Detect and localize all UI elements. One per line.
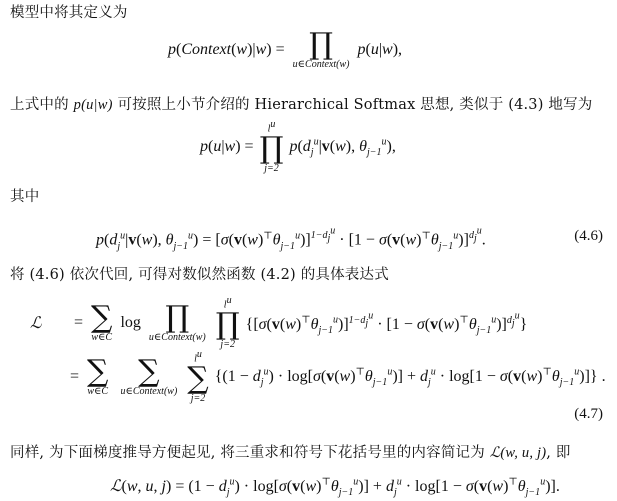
equation-4-7-line-2: = ∑ w∈C ∑ u∈Context(w) $l^u$ ∑ j=2 $\{(1 - d_j^u) \cdot \log[\sigma(v(w)^⊤\theta_{j-1}^u)] + d_j^u \cdot \log[1 - \sigma(v(w)^⊤\theta_{j-1}^u)]\}$ .: [70, 349, 606, 405]
equation-number-4-7: (4.7): [574, 406, 603, 422]
paragraph-3: 其中: [10, 189, 40, 205]
equation-4-6: $p(d_j^u|v(w)$, $\theta_{j-1}^u) = [\sigma(v(w)^⊤\theta_{j-1}^u)]^{1-d_j^u} \cdot [1 - \sigma(v(w)^⊤\theta_{j-1}^u)]^{d_j^u}$.: [96, 226, 486, 252]
equation-4-7-line-1: ℒ = ∑ w∈C log ∏ u∈Context(w) $l^u$ ∏ j=2 $\{[\sigma(v(w)^⊤\theta_{j-1}^u)]^{1-d_j^u} \cdot [1 - \sigma(v(w)^⊤\theta_{j-1}^u)]^{d_j^u}\}$: [30, 295, 528, 351]
product-symbol: $l^u$ ∏ j=2: [259, 119, 284, 175]
paragraph-4: 将 (4.6) 依次代回, 可得对数似然函数 (4.2) 的具体表达式: [10, 267, 389, 283]
equation-number-4-6: (4.6): [574, 228, 603, 244]
product-symbol: ∏ u∈Context(w): [292, 27, 350, 70]
paragraph-1: 模型中将其定义为: [10, 5, 128, 21]
equation-context-product: p(Context(w)|w) = ∏ u∈Context(w) p(u|w),: [168, 27, 403, 70]
paragraph-5: 同样, 为下面梯度推导方便起见, 将三重求和符号下花括号里的内容简记为 ℒ(w, u, j), 即: [10, 445, 571, 461]
paragraph-2: 上式中的 p(u|w) 可按照上小节介绍的 Hierarchical Softmax 思想, 类似于 (4.3) 地写为: [10, 97, 593, 113]
equation-pu-given-w: p(u|w) = $l^u$ ∏ j=2 $p(d_j^u|v(w)$, $\theta_{j-1}^u$),: [200, 119, 396, 175]
equation-L-wuj: ℒ(w, u, $j) = (1 - d_j^u) \cdot \log[\sigma(v(w)^⊤\theta_{j-1}^u)] + d_j^u \cdot \log[1 - \sigma(v(w)^⊤\theta_{j-1}^u)]$.: [110, 476, 560, 499]
